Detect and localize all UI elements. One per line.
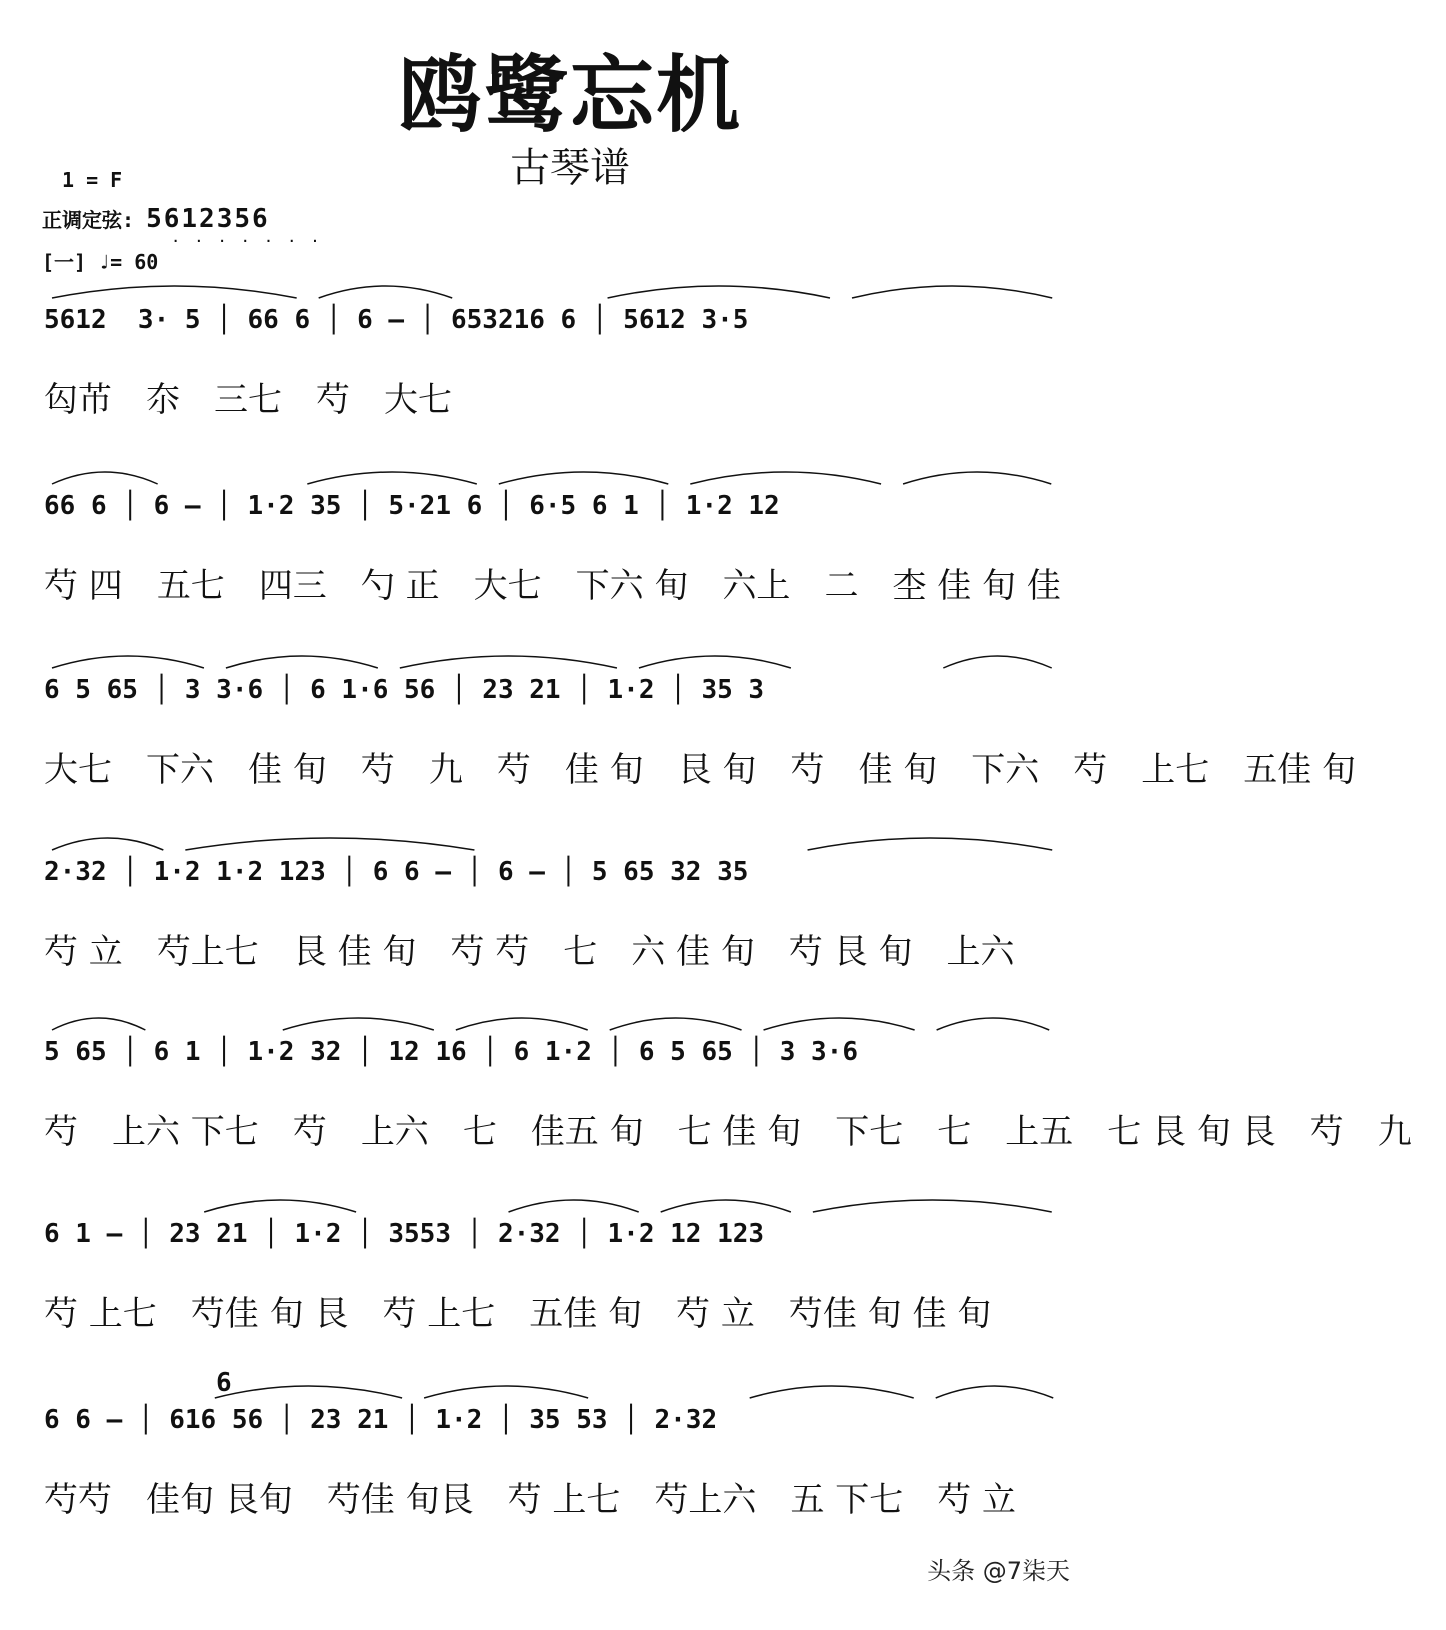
jianzi-glyph: 七 xyxy=(937,1112,972,1152)
jianpu-notes: 66 6 │ 6 — │ 1·2 35 │ 5·21 6 │ 6·5 6 1 │ 1·2 12 xyxy=(44,491,780,521)
jianzi-glyph: 五佳 旬 xyxy=(1243,750,1357,790)
page-subtitle: 古琴谱 xyxy=(510,145,630,191)
key-signature: 1 = F xyxy=(62,168,123,192)
slur xyxy=(808,838,1053,850)
jianzi-glyph: 芍上七 xyxy=(156,932,259,972)
jianzi-glyph: 夵 xyxy=(146,380,180,420)
slur xyxy=(936,1386,1054,1398)
slur xyxy=(750,1386,914,1398)
jianzi-glyph: 芍佳 旬 佳 旬 xyxy=(788,1294,992,1334)
slur xyxy=(307,472,476,484)
jianzi-glyph: 五佳 旬 xyxy=(529,1294,643,1334)
jianzi-glyph: 芍 立 xyxy=(44,932,123,972)
jianzi-glyph: 芍 立 xyxy=(937,1480,1017,1520)
tuning-octave-dots: ······· xyxy=(172,234,335,248)
jianzi-glyph: 佳旬 艮旬 xyxy=(146,1480,293,1520)
jianzi-glyph: 芍 xyxy=(1073,750,1108,790)
jianzi-glyph: 芍 xyxy=(316,380,350,420)
jianzi-row xyxy=(44,1284,1064,1344)
slur xyxy=(499,472,668,484)
jianzi-glyph: 七 佳 旬 xyxy=(677,1112,802,1152)
jianzi-glyph: 大七 xyxy=(44,750,112,790)
jianzi-glyph: 艮 佳 旬 xyxy=(292,932,417,972)
jianpu-notes: 6 1 — │ 23 21 │ 1·2 │ 3553 │ 2·32 │ 1·2 12 123 xyxy=(44,1219,765,1249)
jianzi-glyph: 芍 芍 xyxy=(450,932,530,972)
jianzi-glyph: 上六 xyxy=(946,932,1015,972)
slur xyxy=(610,1018,742,1030)
slur xyxy=(943,656,1051,668)
jianzi-row xyxy=(44,1102,1412,1162)
slur xyxy=(608,286,830,298)
jianzi-glyph: 九 xyxy=(1377,1112,1412,1152)
slur xyxy=(813,1200,1052,1212)
jianzi-glyph: 九 xyxy=(428,750,463,790)
jianzi-glyph: 下六 xyxy=(971,750,1040,790)
jianzi-glyph: 佳 旬 xyxy=(248,750,327,790)
slur xyxy=(226,656,378,668)
slur xyxy=(639,656,791,668)
slur xyxy=(509,1200,639,1212)
jianzi-glyph: 芍 xyxy=(1309,1112,1344,1152)
slur xyxy=(52,472,158,484)
jianzi-glyph: 芍 xyxy=(292,1112,327,1152)
slur xyxy=(52,656,204,668)
slur xyxy=(456,1018,588,1030)
page-title: 鸥鹭忘机 xyxy=(397,46,742,144)
watermark: 头条 @7柒天 xyxy=(927,1557,1070,1585)
slur xyxy=(319,286,453,298)
slur xyxy=(52,1018,145,1030)
slur xyxy=(661,1200,791,1212)
jianzi-glyph: 芍芍 xyxy=(44,1480,112,1520)
jianzi-glyph: 芍 四 xyxy=(44,566,123,606)
jianpu-notes: 6 5 65 │ 3 3·6 │ 6 1·6 56 │ 23 21 │ 1·2 │ 35 3 xyxy=(44,675,765,705)
jianzi-glyph: 佳 旬 xyxy=(564,750,644,790)
jianzi-glyph: 芍 上七 xyxy=(382,1294,496,1334)
jianzi-glyph: 芍佳 旬 艮 xyxy=(190,1294,349,1334)
jianzi-glyph: 芍 立 xyxy=(676,1294,755,1334)
slur xyxy=(283,1018,434,1030)
jianzi-glyph: 勺 正 xyxy=(360,566,440,606)
jianzi-glyph: 芍 xyxy=(44,1112,78,1152)
jianzi-glyph: 上七 xyxy=(1141,750,1210,790)
slur xyxy=(204,1200,356,1212)
slur xyxy=(400,656,617,668)
jianzi-glyph: 芍佳 旬艮 xyxy=(326,1480,474,1520)
jianzi-row xyxy=(44,922,1064,982)
jianzi-glyph: 匃芇 xyxy=(44,380,112,420)
jianzi-glyph: 上六 下七 xyxy=(112,1112,259,1152)
tuning-line xyxy=(42,204,335,248)
jianzi-glyph: 艮 旬 xyxy=(677,750,757,790)
jianzi-glyph: 七 xyxy=(462,1112,497,1152)
jianzi-glyph: 佳 旬 xyxy=(858,750,938,790)
jianzi-glyph: 芍 艮 旬 xyxy=(788,932,913,972)
jianzi-glyph: 七 艮 旬 艮 xyxy=(1107,1112,1276,1152)
slur xyxy=(215,1386,402,1398)
jianzi-glyph: 上六 xyxy=(360,1112,429,1152)
jianzi-glyph: 上五 xyxy=(1005,1112,1074,1152)
jianzi-glyph: 芍 xyxy=(360,750,395,790)
jianzi-glyph: 六上 xyxy=(722,566,791,606)
slur xyxy=(690,472,881,484)
slur xyxy=(764,1018,915,1030)
jianzi-glyph: 七 xyxy=(563,932,598,972)
grace-note: 6 xyxy=(216,1368,232,1398)
tuning-label: 正调定弦: xyxy=(42,208,135,232)
jianzi-glyph: 芍 上七 xyxy=(507,1480,621,1520)
jianzi-glyph: 芍上六 xyxy=(654,1480,757,1520)
jianpu-notes: 5 65 │ 6 1 │ 1·2 32 │ 12 16 │ 6 1·2 │ 6 5 65 │ 3 3·6 xyxy=(44,1037,858,1067)
jianpu-notes: 5612 3· 5 │ 66 6 │ 6 — │ 653216 6 │ 5612 3·5 xyxy=(44,305,749,335)
jianzi-glyph: 下六 旬 xyxy=(575,566,689,606)
jianzi-row xyxy=(44,370,1064,430)
jianzi-row xyxy=(44,1470,1064,1530)
jianzi-glyph: 佳五 旬 xyxy=(530,1112,644,1152)
slur xyxy=(903,472,1051,484)
tuning-strings: 5612356 xyxy=(146,204,270,234)
jianzi-glyph: 大七 xyxy=(473,566,542,606)
slur xyxy=(424,1386,588,1398)
jianzi-glyph: 五七 xyxy=(156,566,225,606)
jianzi-glyph: 芍 上七 xyxy=(44,1294,157,1334)
jianpu-notes: 6 6 — │ 616 56 │ 23 21 │ 1·2 │ 35 53 │ 2·32 xyxy=(44,1405,718,1435)
slur xyxy=(52,286,297,298)
jianzi-glyph: 芍 xyxy=(496,750,531,790)
jianzi-row xyxy=(44,740,1357,800)
tempo-marking: [一] ♩= 60 xyxy=(42,250,159,274)
jianzi-glyph: 五 下七 xyxy=(790,1480,904,1520)
jianzi-glyph: 六 佳 旬 xyxy=(631,932,755,972)
jianzi-glyph: 芍 xyxy=(790,750,825,790)
jianzi-glyph: 大七 xyxy=(384,380,452,420)
jianzi-glyph: 下七 xyxy=(835,1112,904,1152)
slur xyxy=(52,838,163,850)
slur xyxy=(185,838,474,850)
jianzi-glyph: 三七 xyxy=(214,380,282,420)
jianzi-glyph: 杢 佳 旬 佳 xyxy=(892,566,1061,606)
slur xyxy=(852,286,1052,298)
jianpu-notes: 2·32 │ 1·2 1·2 123 │ 6 6 — │ 6 — │ 5 65 32 35 xyxy=(44,857,749,887)
jianzi-row xyxy=(44,556,1064,616)
jianzi-glyph: 下六 xyxy=(146,750,214,790)
slur xyxy=(937,1018,1050,1030)
jianzi-glyph: 四三 xyxy=(258,566,327,606)
jianzi-glyph: 二 xyxy=(824,566,859,606)
